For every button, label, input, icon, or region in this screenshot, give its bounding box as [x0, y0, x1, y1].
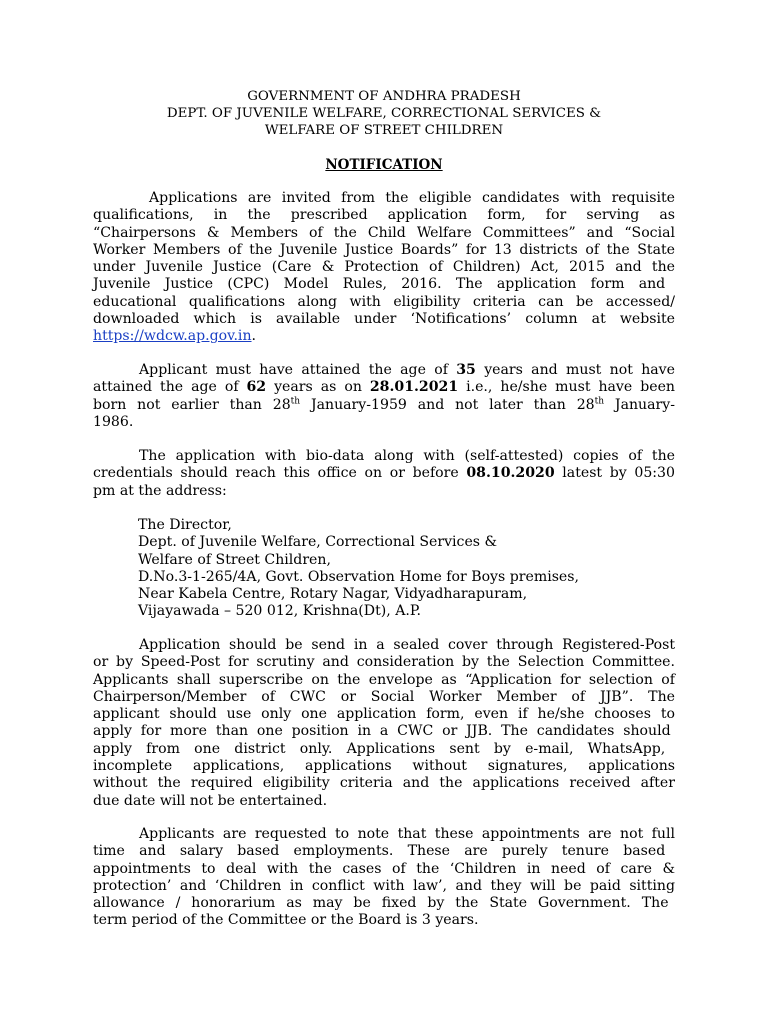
address-line: Near Kabela Centre, Rotary Nagar, Vidyadharapuram, [138, 586, 528, 603]
paragraph-line: applicant should use only one application form, even if he/she chooses to [93, 706, 675, 723]
paragraph-line: educational qualifications along with eligibility criteria can be accessed/ [93, 293, 675, 310]
text: credentials should reach this office on or before [93, 465, 467, 482]
text: years as on [266, 379, 370, 396]
address-line: Welfare of Street Children, [138, 551, 331, 568]
text: latest by 05:30 [554, 465, 675, 482]
paragraph-line: without the required eligibility criteria and the applications received after [93, 775, 675, 792]
address-line: Dept. of Juvenile Welfare, Correctional Services & [138, 534, 498, 551]
page-title: NOTIFICATION [325, 157, 443, 173]
paragraph-line: 1986. [93, 413, 134, 430]
paragraph-line [93, 379, 675, 396]
paragraph-line [93, 465, 675, 482]
text: January- [604, 396, 675, 413]
deadline-date: 08.10.2020 [466, 465, 555, 482]
address-line: D.No.3-1-265/4A, Govt. Observation Home for Boys premises, [138, 568, 579, 585]
paragraph-instructions [93, 637, 675, 810]
paragraph-line: Chairperson/Member of CWC or Social Worker Member of JJB”. The [93, 688, 675, 705]
paragraph-line: under Juvenile Justice (Care & Protection of Children) Act, 2015 and the [93, 259, 675, 276]
ordinal-suffix: th [594, 395, 605, 406]
paragraph-line: apply for more than one position in a CWC or JJB. The candidates should [93, 723, 671, 740]
paragraph-line: apply from one district only. Applications sent by e-mail, WhatsApp, [93, 740, 666, 757]
text: January-1959 and not later than 28 [300, 396, 595, 413]
paragraph-line [93, 397, 675, 414]
punctuation: . [251, 328, 257, 345]
text: born not earlier than 28 [93, 396, 291, 413]
max-age-value: 62 [246, 379, 267, 396]
paragraph-line: protection’ and ‘Children in conflict with law’, and they will be paid sitting [93, 877, 675, 894]
paragraph-line: allowance / honorarium as may be fixed by the State Government. The [93, 895, 669, 912]
age-reference-date: 28.01.2021 [369, 379, 459, 396]
header-line-department: DEPT. OF JUVENILE WELFARE, CORRECTIONAL SERVICES & [166, 106, 602, 121]
paragraph-line: The application with bio-data along with (self-attested) copies of the [139, 448, 675, 464]
paragraph-line: Applicants are requested to note that these appointments are not full [139, 826, 675, 842]
paragraph-line: term period of the Committee or the Board is 3 years. [93, 912, 479, 929]
min-age-value: 35 [456, 362, 476, 378]
paragraph-line: pm at the address: [93, 482, 227, 499]
address-block [138, 517, 678, 621]
paragraph-invitation [93, 190, 675, 346]
paragraph-line: Application should be send in a sealed cover through Registered-Post [139, 637, 675, 653]
paragraph-line: time and salary based employments. These are purely tenure based [93, 843, 666, 860]
paragraph-terms [93, 826, 675, 930]
header-line-government: GOVERNMENT OF ANDHRA PRADESH [247, 89, 521, 104]
text: Applicant must have attained the age of [139, 362, 457, 378]
paragraph-submission [93, 448, 675, 500]
address-line: The Director, [138, 517, 232, 533]
paragraph-line: Juvenile Justice (CPC) Model Rules, 2016. The application form and [93, 276, 666, 293]
paragraph-line: appointments to deal with the cases of the ‘Children in need of care & [93, 860, 675, 877]
address-line: Vijayawada – 520 012, Krishna(Dt), A.P. [138, 603, 421, 620]
text: years and must not have [475, 362, 675, 378]
website-link[interactable]: https://wdcw.ap.gov.in [93, 328, 252, 345]
ordinal-suffix: th [290, 395, 301, 406]
paragraph-line [93, 328, 675, 345]
paragraph-line [93, 362, 675, 379]
paragraph-line: Applicants shall superscribe on the envelope as “Application for selection of [93, 671, 675, 688]
paragraph-line: “Chairpersons & Members of the Child Welfare Committees” and “Social [93, 224, 675, 241]
paragraph-line: qualifications, in the prescribed application form, for serving as [93, 207, 675, 224]
paragraph-line: downloaded which is available under ‘Notifications’ column at website [93, 311, 675, 328]
text: attained the age of [93, 379, 247, 396]
paragraph-line: incomplete applications, applications without signatures, applications [93, 758, 675, 775]
text: i.e., he/she must have been [458, 379, 675, 396]
paragraph-age-criteria [93, 362, 675, 431]
paragraph-line: due date will not be entertained. [93, 792, 328, 809]
header-line-welfare: WELFARE OF STREET CHILDREN [264, 123, 504, 138]
paragraph-line: Worker Members of the Juvenile Justice Boards” for 13 districts of the State [93, 241, 675, 258]
paragraph-line: or by Speed-Post for scrutiny and consideration by the Selection Committee. [93, 654, 675, 671]
paragraph-line: Applications are invited from the eligible candidates with requisite [149, 190, 675, 206]
